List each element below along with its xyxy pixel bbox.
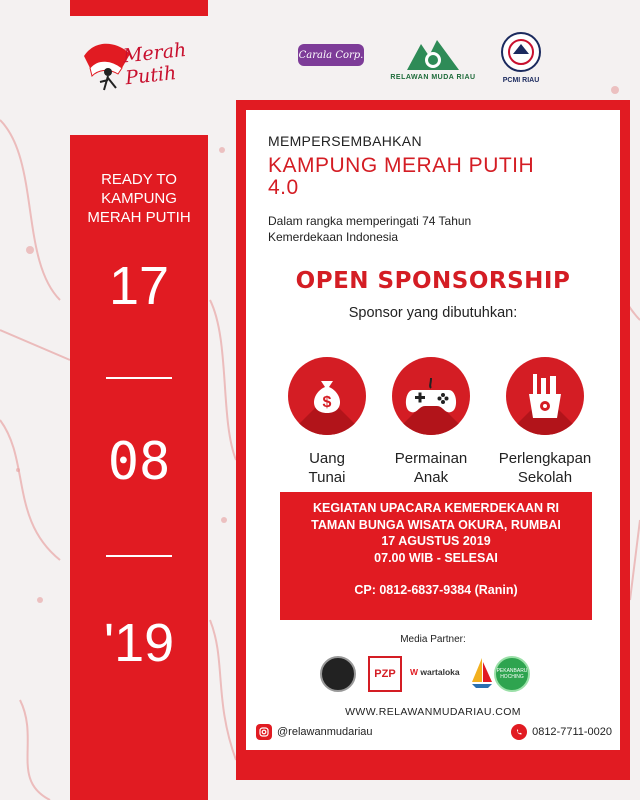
sponsor-needed-label: Sponsor yang dibutuhkan: [348, 305, 518, 321]
item-label-line-1: Perlengkapan [498, 450, 592, 467]
ready-line-1: READY TO [101, 171, 177, 188]
item-label-line-2: Sekolah [517, 469, 573, 486]
date-year: '19 [103, 613, 175, 673]
event-info-box [280, 492, 592, 620]
card-bottom-bar [236, 750, 630, 780]
wartaloka-text: wartaloka [420, 667, 460, 677]
whatsapp-icon [511, 724, 527, 740]
instagram-icon [256, 724, 272, 740]
date-column [70, 0, 208, 800]
open-sponsorship-heading: OPEN SPONSORSHIP [295, 268, 571, 294]
pekanbaru-hoching-logo: PEKANBARU HOCHING [494, 656, 530, 692]
money-bag-icon [288, 357, 366, 435]
svg-text:$: $ [322, 394, 332, 411]
sail-icon [470, 656, 494, 692]
item-label-line-2: Anak [413, 469, 449, 486]
pcmi-caption: PCMI RIAU [502, 77, 540, 84]
carala-corp-logo: Carala Corp. [298, 44, 364, 66]
item-label-line-1: Permainan [394, 450, 468, 467]
wartaloka-logo: W wartaloka [410, 667, 460, 677]
pcmi-emblem-icon [499, 30, 543, 74]
ready-text [70, 170, 208, 227]
media-partner-logo-1 [320, 656, 356, 692]
date-day: 17 [108, 256, 170, 316]
relawan-emblem-icon [403, 30, 463, 74]
info-line-3: 17 AGUSTUS 2019 [381, 534, 491, 548]
instagram-handle: @relawanmudariau [277, 726, 373, 738]
event-title-line-1: KAMPUNG MERAH PUTIH [268, 154, 535, 177]
merah-putih-text: Merah Putih [121, 38, 188, 90]
relawan-muda-riau-logo [388, 30, 478, 86]
info-line-1: KEGIATAN UPACARA KEMERDEKAAN RI [312, 501, 560, 515]
event-title [268, 155, 608, 199]
presents-label: MEMPERSEMBAHKAN [268, 133, 422, 149]
date-divider [106, 555, 172, 557]
sponsor-item-games [366, 357, 496, 487]
gamepad-icon [392, 357, 470, 435]
whatsapp-number: 0812-7711-0020 [532, 726, 612, 738]
contact-bar [246, 722, 620, 744]
red-top-strip [70, 0, 208, 16]
relawan-caption: RELAWAN MUDA RIAU [390, 74, 476, 81]
item-label-line-2: Tunai [308, 469, 346, 486]
ready-line-3: MERAH PUTIH [87, 209, 191, 226]
pcmi-riau-logo [496, 30, 546, 86]
date-month: 08 [107, 432, 171, 492]
media-partner-logo-4 [470, 656, 494, 692]
pzp-logo: PZP [368, 656, 402, 692]
info-line-4: 07.00 WIB - SELESAI [374, 550, 498, 565]
media-partner-label: Media Partner: [400, 634, 466, 645]
sponsor-item-school-supplies [480, 357, 610, 487]
instagram-contact[interactable] [256, 724, 373, 740]
ready-line-2: KAMPUNG [101, 190, 177, 207]
event-title-line-2: 4.0 [268, 176, 299, 199]
whatsapp-contact[interactable] [511, 724, 612, 740]
subtitle-line-1: Dalam rangka memperingati 74 Tahun [268, 214, 472, 228]
subtitle-line-2: Kemerdekaan Indonesia [268, 230, 399, 244]
stationery-icon [506, 357, 584, 435]
contact-person: CP: 0812-6837-9384 (Ranin) [354, 583, 518, 597]
event-subtitle [268, 213, 588, 245]
date-divider [106, 377, 172, 379]
website-link[interactable]: WWW.RELAWANMUDARIAU.COM [345, 706, 521, 718]
info-line-2: TAMAN BUNGA WISATA OKURA, RUMBAI [311, 517, 561, 532]
item-label-line-1: Uang [309, 450, 345, 467]
